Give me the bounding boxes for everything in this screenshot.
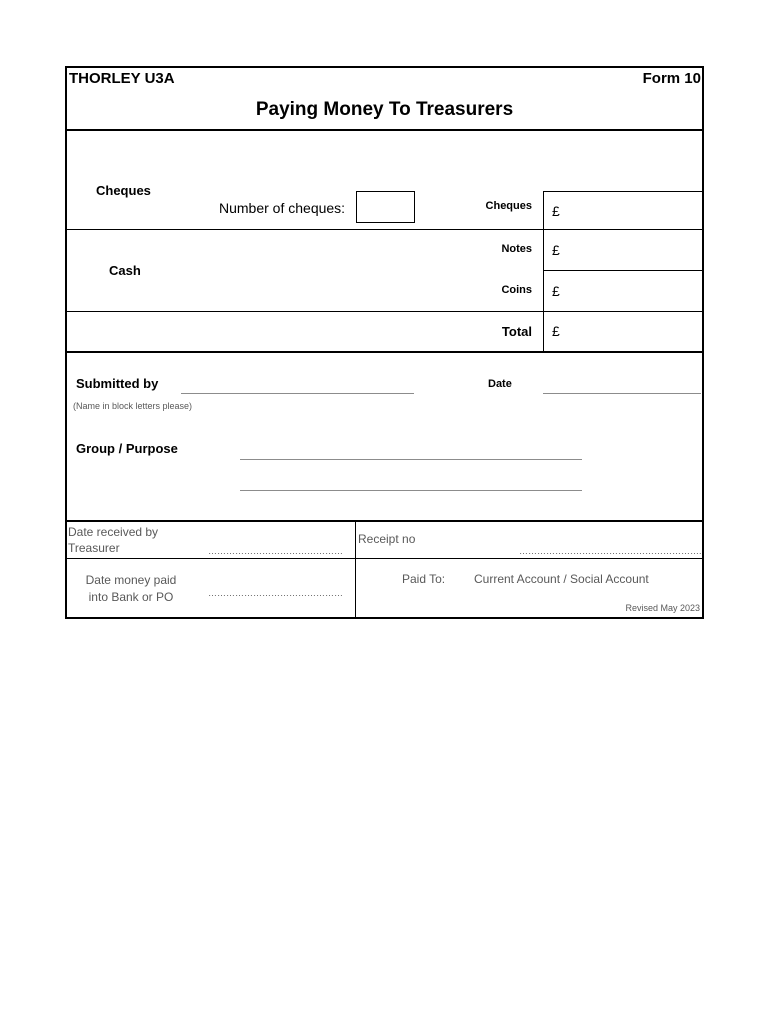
date-received-label-line1: Date received by (68, 525, 159, 539)
date-field[interactable] (543, 393, 701, 394)
cheques-section-label: Cheques (96, 183, 151, 198)
notes-label: Notes (501, 243, 532, 255)
amount-column-divider (543, 191, 544, 352)
number-of-cheques-label: Number of cheques: (219, 200, 346, 216)
header-divider (65, 129, 704, 131)
treasurer-column-divider (355, 520, 356, 619)
date-paid-label-line2: into Bank or PO (88, 590, 174, 604)
treasurer-section-divider (65, 520, 704, 522)
submitted-by-hint: (Name in block letters please) (73, 401, 193, 411)
cash-section-label: Cash (109, 263, 141, 278)
cheques-cash-divider (65, 229, 704, 230)
date-paid-label-line1: Date money paid (85, 573, 177, 587)
form-number: Form 10 (642, 70, 701, 87)
date-received-field[interactable]: ……………………………………… (208, 546, 343, 556)
notes-amount-field[interactable]: £ (552, 242, 560, 258)
cheques-amount-label: Cheques (485, 200, 532, 212)
total-label: Total (501, 324, 532, 339)
paid-to-options[interactable]: Current Account / Social Account (474, 572, 649, 586)
cash-total-divider (65, 311, 704, 312)
total-amount-field[interactable]: £ (552, 323, 560, 339)
submitted-by-field[interactable] (181, 393, 414, 394)
date-received-label (68, 524, 158, 556)
number-of-cheques-input[interactable] (356, 191, 415, 223)
coins-label: Coins (501, 284, 532, 296)
cheques-amount-top (543, 191, 704, 192)
organisation-name: THORLEY U3A (69, 70, 175, 87)
receipt-no-field[interactable]: ……………………………………………………. (519, 546, 702, 556)
coins-amount-field[interactable]: £ (552, 283, 560, 299)
group-purpose-field-line-1[interactable] (240, 459, 582, 460)
paid-to-label: Paid To: (402, 572, 446, 586)
date-paid-label (76, 572, 186, 606)
notes-coins-divider (543, 270, 704, 271)
revision-note: Revised May 2023 (625, 603, 700, 613)
total-divider (65, 351, 704, 353)
group-purpose-label: Group / Purpose (76, 441, 178, 456)
group-purpose-field-line-2[interactable] (240, 490, 582, 491)
date-label: Date (488, 378, 512, 390)
cheques-amount-field[interactable]: £ (552, 203, 560, 219)
submitted-by-label: Submitted by (76, 376, 159, 391)
receipt-no-label: Receipt no (358, 532, 416, 546)
date-received-label-line2: Treasurer (68, 541, 120, 555)
treasurer-row-divider (65, 558, 704, 559)
date-paid-field[interactable]: ……………………………………… (208, 588, 343, 598)
form-title: Paying Money To Treasurers (255, 99, 514, 120)
